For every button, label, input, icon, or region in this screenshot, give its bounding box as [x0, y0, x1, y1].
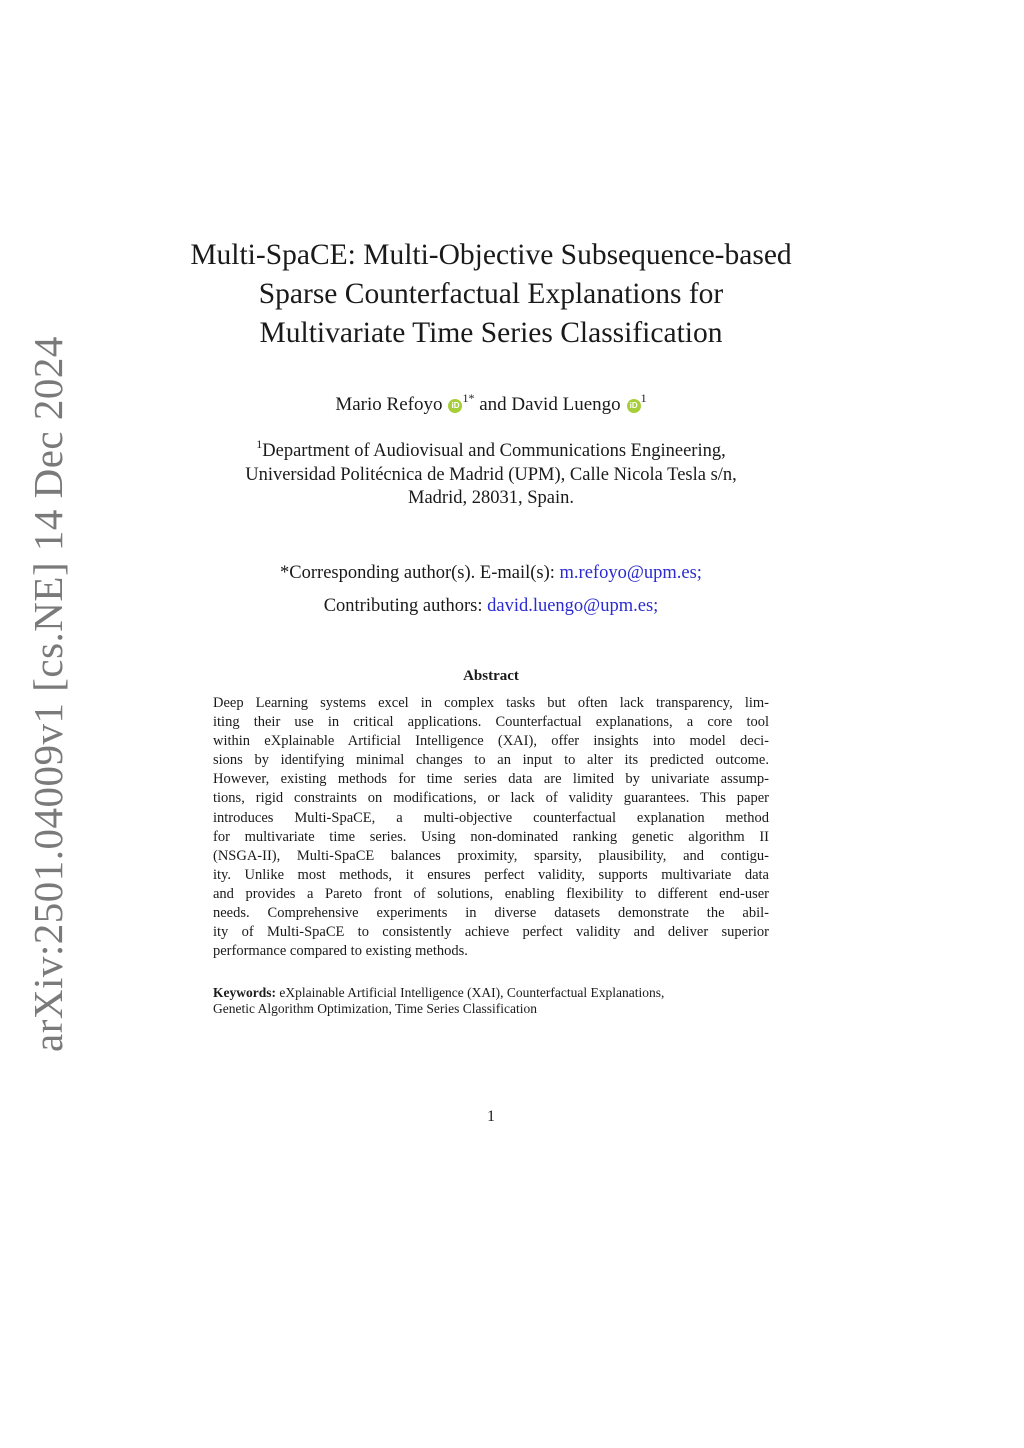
author-conjunction: and [479, 394, 507, 415]
abstract-line: introduces Multi-SpaCE, a multi-objective counterfactual explanation method [213, 809, 769, 826]
title-line: Sparse Counterfactual Explanations for [258, 278, 724, 310]
abstract-line: tions, rigid constraints on modifications, or lack of validity guarantees. This paper [213, 790, 769, 807]
abstract-line: ity. Unlike most methods, it ensures perfect validity, supports multivariate data [213, 866, 769, 883]
abstract-line: performance compared to existing methods. [213, 943, 468, 960]
affiliation-line: Universidad Politécnica de Madrid (UPM), Calle Nicola Tesla s/n, [245, 464, 737, 485]
corresponding-label: *Corresponding author(s). E-mail(s): [280, 563, 555, 583]
abstract-body [213, 694, 769, 961]
affiliation-line: Madrid, 28031, Spain. [408, 488, 574, 508]
corresponding-email-link[interactable]: m.refoyo@upm.es; [559, 563, 702, 583]
abstract-line: needs. Comprehensive experiments in diverse datasets demonstrate the abil- [213, 905, 769, 922]
author-name: Mario Refoyo [335, 394, 443, 415]
keywords-label: Keywords: [213, 985, 276, 1000]
contributing-email-link[interactable]: david.luengo@upm.es; [487, 596, 659, 616]
arxiv-side-stamp: arXiv:2501.04009v1 [cs.NE] 14 Dec 2024 [25, 336, 71, 1052]
abstract-line: Deep Learning systems excel in complex tasks but often lack transparency, lim- [213, 695, 769, 711]
paper-title [150, 236, 832, 353]
author-affiliation-mark: 1 [640, 391, 647, 405]
title-line: Multi-SpaCE: Multi-Objective Subsequence-based [190, 239, 792, 271]
author-name: David Luengo [511, 394, 621, 415]
abstract-line: sions by identifying minimal changes to an input to alter its predicted outcome. [213, 752, 769, 769]
abstract-line: (NSGA-II), Multi-SpaCE balances proximity, sparsity, plausibility, and contigu- [213, 847, 769, 864]
affiliation-block [150, 437, 832, 511]
author-affiliation-mark: 1* [462, 391, 475, 405]
page-number: 1 [487, 1108, 495, 1125]
abstract-heading: Abstract [463, 668, 519, 684]
title-line: Multivariate Time Series Classification [259, 317, 723, 349]
keywords-text: eXplainable Artificial Intelligence (XAI), Counterfactual Explanations, [279, 985, 665, 1000]
keywords-line [213, 985, 769, 1001]
orcid-icon[interactable]: iD [448, 399, 462, 413]
abstract-line: within eXplainable Artificial Intelligence (XAI), offer insights into model deci- [213, 733, 769, 750]
contributing-authors-line [150, 594, 832, 618]
abstract-line: and provides a Pareto front of solutions, enabling flexibility to different end-user [213, 885, 769, 902]
affiliation-line: $^1$Department of Audiovisual and Communications Engineering, [256, 437, 726, 461]
orcid-icon[interactable]: iD [627, 399, 641, 413]
keywords-line: Genetic Algorithm Optimization, Time Series Classification [213, 1001, 537, 1016]
corresponding-author-line [150, 561, 832, 585]
keywords-block [213, 985, 769, 1017]
contributing-label: Contributing authors: [323, 596, 483, 616]
abstract-line: iting their use in critical applications. Counterfactual explanations, a core tool [213, 714, 769, 731]
abstract-line: ity of Multi-SpaCE to consistently achieve perfect validity and deliver superior [213, 924, 769, 941]
affiliation-mark: 1 [256, 437, 263, 451]
abstract-line: for multivariate time series. Using non-dominated ranking genetic algorithm II [213, 828, 769, 845]
abstract-line: However, existing methods for time series data are limited by univariate assump- [213, 771, 769, 788]
author-list [150, 392, 832, 418]
